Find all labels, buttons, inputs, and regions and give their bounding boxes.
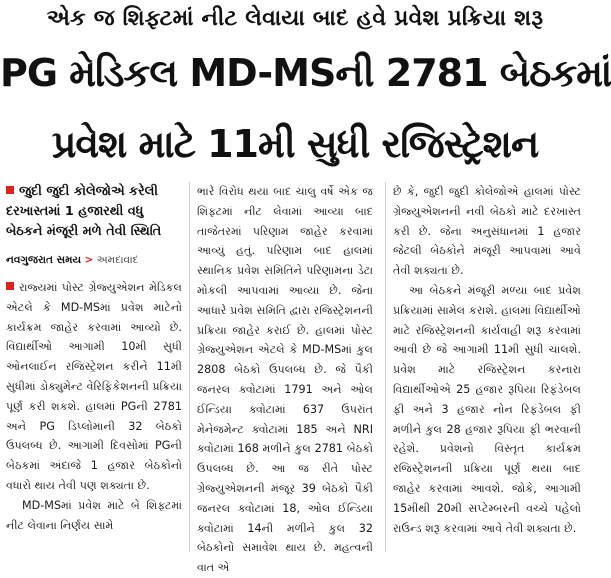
column-divider	[189, 182, 190, 552]
byline-separator: >	[84, 254, 94, 266]
article-paragraph: રાજ્યમાં પોસ્ટ ગ્રેજ્યુએશન મેડિકલ એટલે કે MD-MSમાં પ્રવેશ માટેનો કાર્યક્રમ જાહેર કરવામાં આવ્યો છે. વિદ્યાર્થીઓ આગામી 10મી સુધી ઓનલાઈન રજિસ્ટ્રેશન કરીને 11મી સુધીમાં ડોક્યુમેન્ટ વેરિફિકેશનની પ્રક્રિયા પૂર્ણ કરી શકશે. હાલમાં PGની 2781 અને PG ડિપ્લોમાની 32 બેઠકો ઉપલબ્ધ છે. આગામી દિવસોમાં PGની બેઠકમાં અંદાજે 1 હજાર બેઠકોનો વધારો થાય તેવી પણ શક્યતા છે.	[6, 278, 182, 496]
article-column-1	[6, 182, 182, 556]
column-divider	[385, 182, 386, 552]
article-column-3	[393, 182, 581, 556]
subheadline	[6, 182, 182, 242]
article-column-2	[197, 182, 373, 575]
article-paragraph: આ બેઠકને મંજૂરી મળ્યા બાદ પ્રવેશ પ્રક્રિયામાં સામેલ કરાશે. હાલમાં વિદ્યાર્થીઓ માટે રજિસ્ટ્રેશનની કાર્યવાહી શરૂ કરવામાં આવી છે જે આગામી 11મી સુધી ચાલશે. પ્રવેશ માટે રજિસ્ટ્રેશન કરનારા વિદ્યાર્થીઓએ 25 હજાર રૂપિયા રિફંડેબલ ફી અને 3 હજાર નોન રિફંડેબલ ફી મળીને કુલ 28 હજાર રૂપિયા ફી ભરવાની રહેશે. પ્રવેશનો વિસ્તૃત કાર્યક્રમ રજિસ્ટ્રેશનની પ્રક્રિયા પૂર્ણ થયા બાદ જાહેર કરવામાં આવશે. જોકે, આગામી 15મીથી 20મી સપ્ટેમ્બરની વચ્ચે પહેલો રાઉન્ડ શરૂ કરવામાં આવે તેવી શક્યતા છે.	[393, 283, 581, 535]
article-paragraph: ભારે વિરોધ થયા બાદ ચાલુ વર્ષે એક જ શિફ્ટમાં નીટ લેવામાં આવ્યા બાદ તાજેતરમાં પરિણામ જાહેર કરવામાં આવ્યું હતું. પરિણામ બાદ હાલમાં સ્થાનિક પ્રવેશ સમિતિને પરિણામના ડેટા મોકલી આપવામાં આવ્યા છે. જેના આધારે પ્રવેશ સમિતિ દ્વારા રજિસ્ટ્રેશનની પ્રક્રિયા જાહેર કરાઈ છે. હાલમાં પોસ્ટ ગ્રેજ્યુએશન એટલે કે MD-MSમાં કુલ 2808 બેઠકો ઉપલબ્ધ છે. જે પૈકી જનરલ ક્વોટામાં 1791 અને ઓલ ઈન્ડિયા ક્વોટામાં 637 ઉપરાંત મેનેજમેન્ટ ક્વોટામાં 185 અને NRI ક્વોટામાં 168 મળીને કુલ 2781 બેઠકો ઉપલબ્ધ છે. આ જ રીતે પોસ્ટ ગ્રેજ્યુએશનની મંજૂર 39 બેઠકો પૈકી જનરલ ક્વોટામાં 18, ઓલ ઈન્ડિયા ક્વોટામાં 14ની મળીને કુલ 32 બેઠકોનો સમાવેશ થાય છે. મહત્વની વાત એ	[197, 185, 373, 575]
byline-place: અમદાવાદ	[96, 254, 139, 266]
headline-line-2: પ્રવેશ માટે 11મી સુધી રજિસ્ટ્રેશન	[51, 122, 539, 166]
article-paragraph: MD-MSમાં પ્રવેશ માટે બે શિફ્ટમાં નીટ લેવાના નિર્ણય સામે	[6, 498, 182, 532]
byline-source: નવગુજરાત સમય	[6, 254, 82, 266]
subheadline-text: જુદી જુદી કોલેજોએ કરેલી દરખાસ્તમાં 1 હજારથી વધુ બેઠકને મંજૂરી મળે તેવી સ્થિતિ	[6, 184, 162, 239]
byline	[6, 252, 182, 268]
article-paragraph: છે કે, જુદી જુદી કોલેજોએ હાલમાં પોસ્ટ ગ્રેજ્યુએશનની નવી બેઠકો માટે દરખાસ્ત કરી છે. જેના અનુસંધાનમાં 1 હજાર જેટલી બેઠકોને મંજૂરી આપવામાં આવે તેવી શક્યતા છે.	[393, 185, 581, 278]
kicker-line: એક જ શિફ્ટમાં નીટ લેવાયા બાદ હવે પ્રવેશ પ્રક્રિયા શરૂ	[46, 6, 544, 31]
headline-line-1: PG મેડિકલ MD-MSની 2781 બેઠકમાં	[0, 51, 611, 95]
red-square-bullet-icon	[6, 186, 14, 194]
